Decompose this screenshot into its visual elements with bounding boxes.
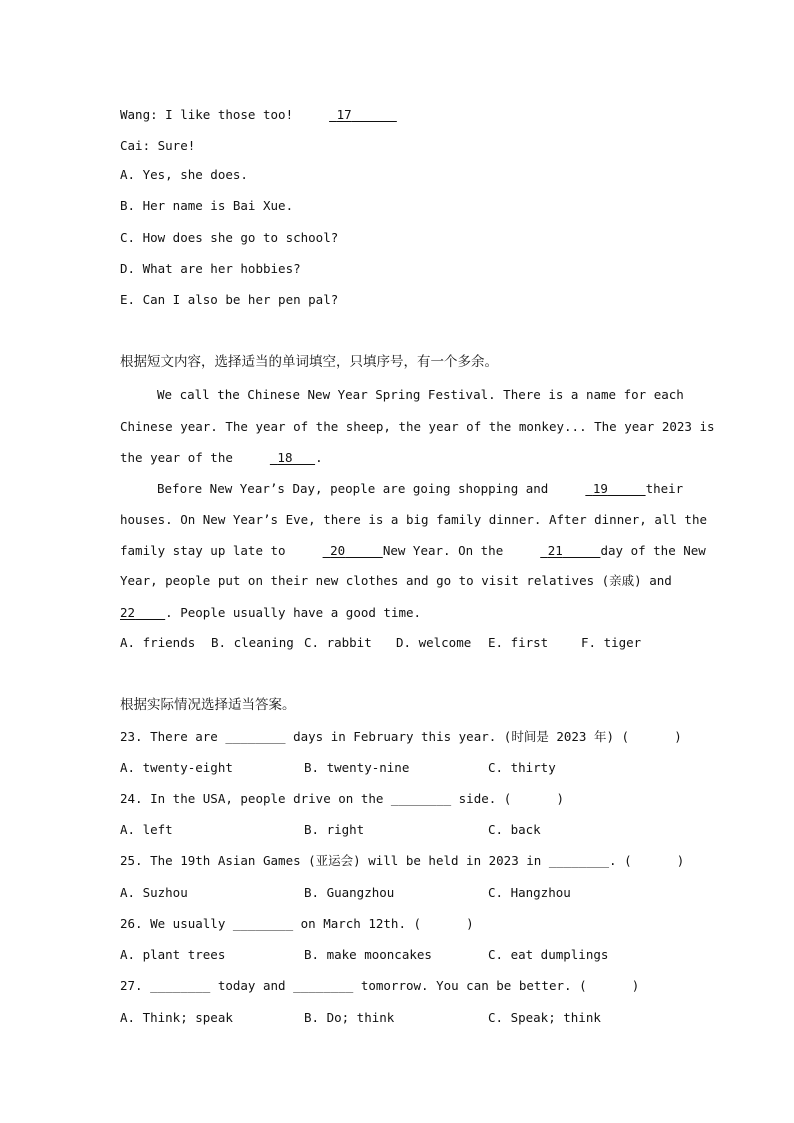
choice-c: C. rabbit (304, 635, 372, 650)
answer-c: C. Hangzhou (488, 885, 571, 900)
answer-c: C. back (488, 822, 541, 837)
answer-a: A. left (120, 822, 173, 837)
answer-b: B. Guangzhou (304, 885, 395, 900)
blank-17: 17 (336, 107, 352, 122)
cloze-p2-line2: houses. On New Year’s Eve, there is a big family dinner. After dinner, all the (120, 512, 707, 527)
cloze-p1-line1: We call the Chinese New Year Spring Festival. There is a name for each (157, 387, 684, 402)
cloze-p2-line1: Before New Year’s Day, people are going shopping and 19 their (157, 481, 684, 496)
question-27: 27. ________ today and ________ tomorrow. You can be better. ( ) (120, 978, 640, 993)
dialogue-option-d: D. What are her hobbies? (120, 261, 301, 276)
blank-21: 21 (547, 543, 563, 558)
dialogue-option-c: C. How does she go to school? (120, 230, 339, 245)
speaker-text: Wang: I like those too! (120, 107, 294, 122)
question-25: 25. The 19th Asian Games (亚运会) will be held in 2023 in ________. ( ) (120, 853, 685, 868)
cloze-p2-line5: 22 . People usually have a good time. (120, 605, 422, 620)
answer-b: B. twenty-nine (304, 760, 410, 775)
dialogue-line-cai: Cai: Sure! (120, 138, 196, 153)
choice-f: F. tiger (581, 635, 642, 650)
answer-c: C. Speak; think (488, 1010, 601, 1025)
choice-e: E. first (488, 635, 549, 650)
answers-24 (120, 822, 680, 838)
dialogue-line-wang (120, 107, 397, 123)
choice-a: A. friends (120, 635, 196, 650)
section2-title: 根据短文内容，选择适当的单词填空，只填序号，有一个多余。 (120, 354, 498, 370)
choice-b: B. cleaning (211, 635, 294, 650)
answer-a: A. plant trees (120, 947, 226, 962)
answer-b: B. right (304, 822, 365, 837)
blank-20: 20 (330, 543, 346, 558)
blank-19: 19 (592, 481, 608, 496)
dialogue-option-a: A. Yes, she does. (120, 167, 248, 182)
answer-a: A. Think; speak (120, 1010, 233, 1025)
answers-27 (120, 1010, 680, 1026)
section3-title: 根据实际情况选择适当答案。 (120, 697, 296, 713)
answer-c: C. thirty (488, 760, 556, 775)
answer-b: B. make mooncakes (304, 947, 432, 962)
answer-a: A. Suzhou (120, 885, 188, 900)
answers-25 (120, 885, 680, 901)
answer-c: C. eat dumplings (488, 947, 609, 962)
answer-b: B. Do; think (304, 1010, 395, 1025)
cloze-p2-line4: Year, people put on their new clothes and go to visit relatives (亲戚) and (120, 573, 672, 588)
answer-a: A. twenty-eight (120, 760, 233, 775)
answers-26 (120, 947, 680, 963)
cloze-choices (120, 635, 680, 651)
blank-18: 18 (277, 450, 293, 465)
question-23: 23. There are ________ days in February this year. (时间是 2023 年) ( ) (120, 729, 682, 744)
question-26: 26. We usually ________ on March 12th. ( ) (120, 916, 474, 931)
answers-23 (120, 760, 680, 776)
blank-22: 22 (120, 605, 136, 620)
dialogue-option-b: B. Her name is Bai Xue. (120, 198, 294, 213)
choice-d: D. welcome (396, 635, 472, 650)
dialogue-option-e: E. Can I also be her pen pal? (120, 292, 339, 307)
cloze-p2-line3: family stay up late to 20 New Year. On the 21 day of the New (120, 543, 706, 558)
question-24: 24. In the USA, people drive on the ________ side. ( ) (120, 791, 565, 806)
cloze-p1-line2: Chinese year. The year of the sheep, the year of the monkey... The year 2023 is (120, 419, 715, 434)
cloze-p1-line3: the year of the 18 . (120, 450, 323, 465)
